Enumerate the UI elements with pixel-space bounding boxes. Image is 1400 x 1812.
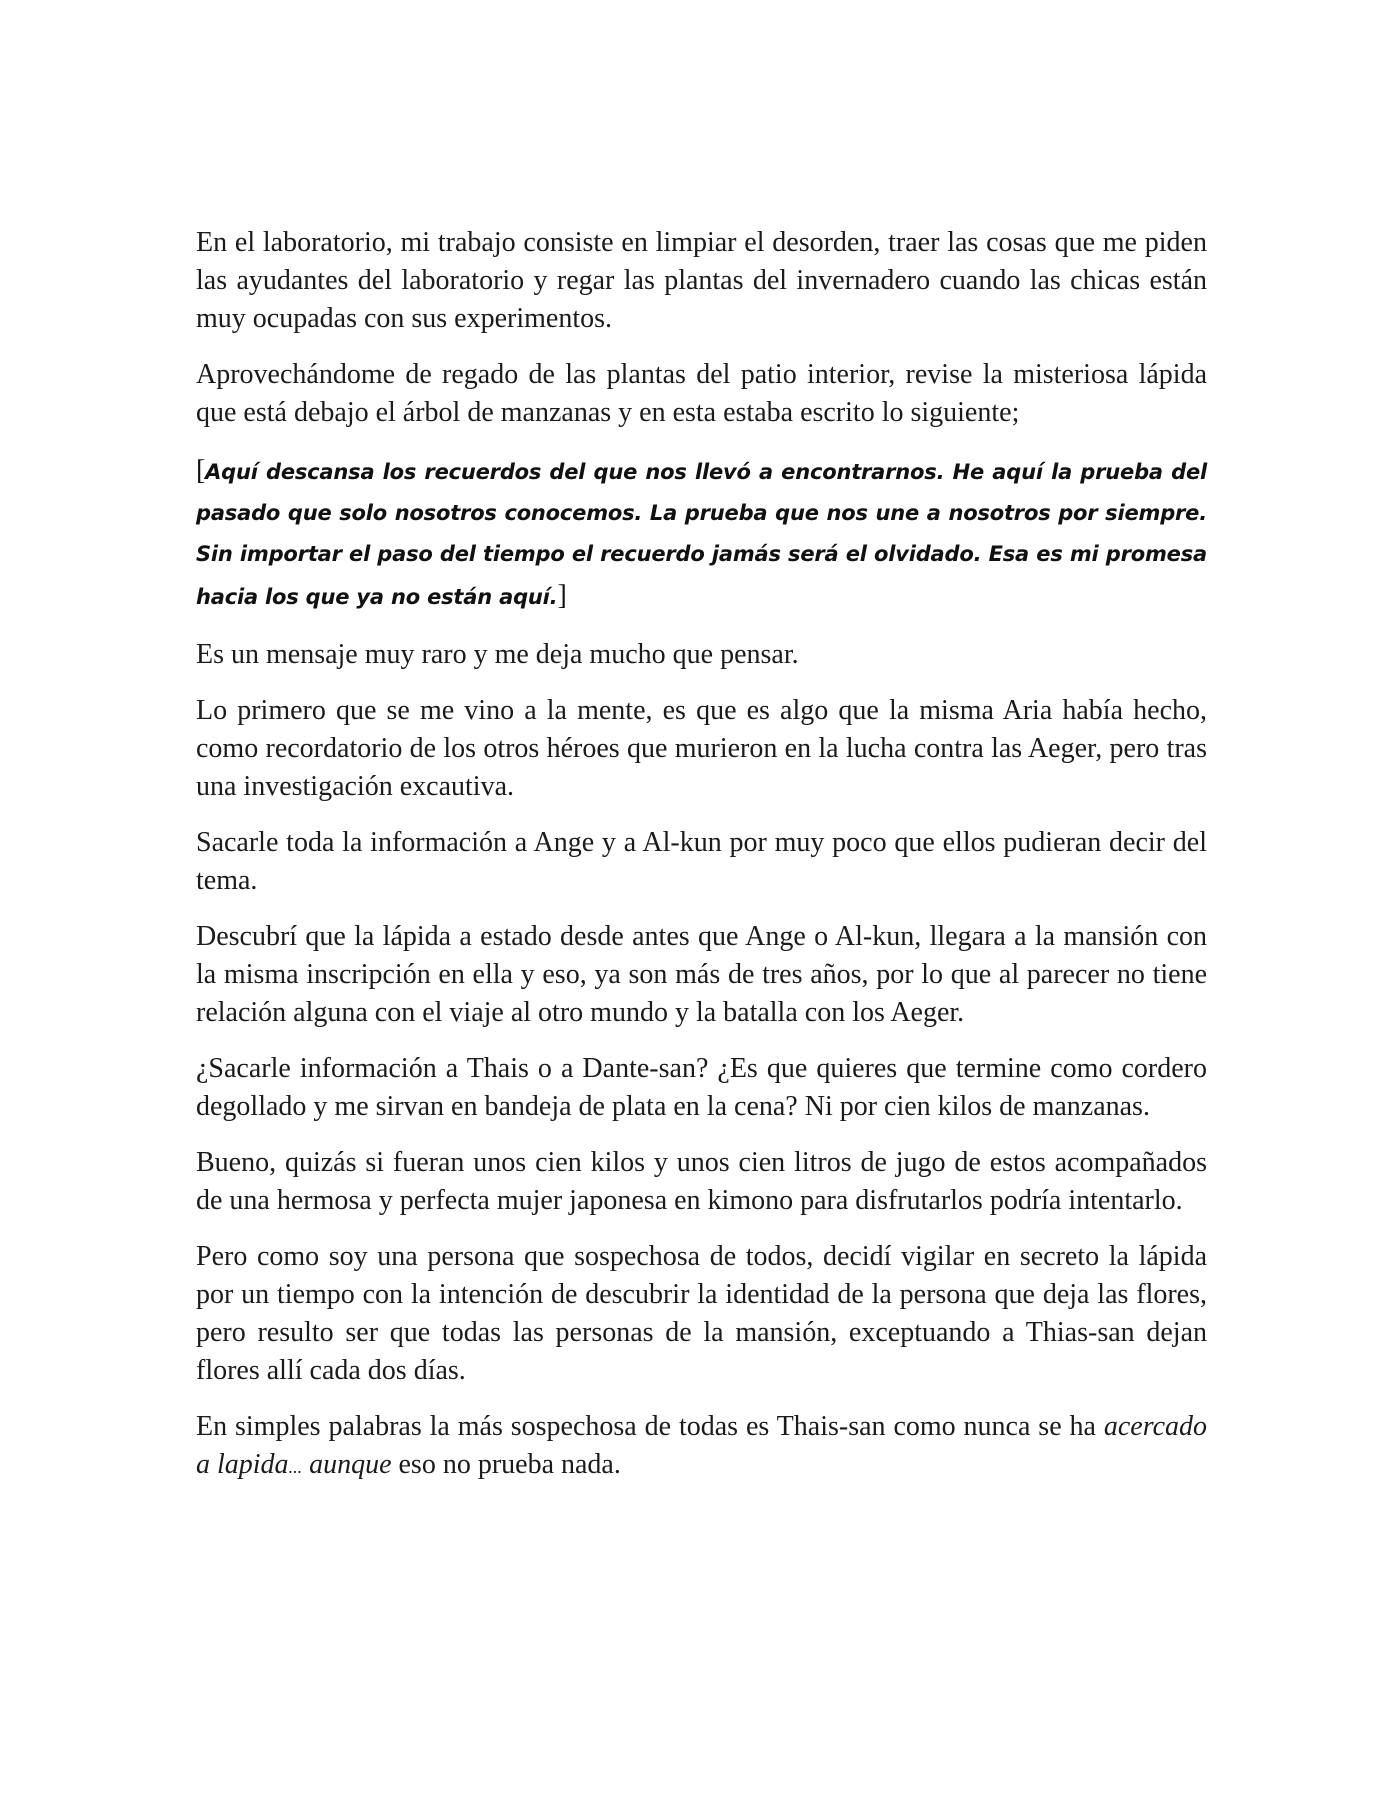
paragraph-10-italic-2: aunque <box>302 1449 392 1480</box>
paragraph-6: Descubrí que la lápida a estado desde antes que Ange o Al-kun, llegara a la mansión con la misma inscripción en ella y eso, ya son más de tres años, por lo que al parecer no tiene relación alguna con el viaje al otro mundo y la batalla con los Aeger. <box>196 921 1207 1028</box>
paragraph-8: Bueno, quizás si fueran unos cien kilos y unos cien litros de jugo de estos acompañados de una hermosa y perfecta mujer japonesa en kimono para disfrutarlos podría intentarlo. <box>196 1147 1207 1216</box>
paragraph-9: Pero como soy una persona que sospechosa de todos, decidí vigilar en secreto la lápida por un tiempo con la intención de descubrir la identidad de la persona que deja las flores, pero resulto ser que todas las personas de la mansión, exceptuando a Thias-san dejan flores allí cada dos días. <box>196 1241 1207 1386</box>
tombstone-inscription <box>196 450 1207 618</box>
inscription-text: Aquí descansa los recuerdos del que nos llevó a encontrarnos. He aquí la prueba del pasado que solo nosotros conocemos. La prueba que nos une a nosotros por siempre. Sin importar el paso del tiempo el recuerdo jamás será el olvidado. Esa es mi promesa hacia los que ya no están aquí. <box>196 460 1207 609</box>
paragraph-10-start: En simples palabras la más sospechosa de todas es Thais-san como nunca se ha <box>196 1411 1104 1442</box>
body-text <box>196 224 1207 1504</box>
paragraph-2: Aprovechándome de regado de las plantas del patio interior, revise la misteriosa lápida que está debajo el árbol de manzanas y en esta estaba escrito lo siguiente; <box>196 359 1207 428</box>
inscription-close-bracket: ] <box>557 580 567 611</box>
paragraph-10-end: eso no prueba nada. <box>391 1449 621 1480</box>
paragraph-3: Es un mensaje muy raro y me deja mucho que pensar. <box>196 639 799 670</box>
paragraph-1: En el laboratorio, mi trabajo consiste en limpiar el desorden, traer las cosas que me piden las ayudantes del laboratorio y regar las plantas del invernadero cuando las chicas están muy ocupadas con sus experimentos. <box>196 227 1207 334</box>
paragraph-7: ¿Sacarle información a Thais o a Dante-san? ¿Es que quieres que termine como cordero degollado y me sirvan en bandeja de plata en la cena? Ni por cien kilos de manzanas. <box>196 1053 1207 1122</box>
paragraph-5: Sacarle toda la información a Ange y a Al-kun por muy poco que ellos pudieran decir del tema. <box>196 827 1207 896</box>
paragraph-4: Lo primero que se me vino a la mente, es que es algo que la misma Aria había hecho, como recordatorio de los otros héroes que murieron en la lucha contra las Aeger, pero tras una investigación excautiva. <box>196 695 1207 802</box>
inscription-open-bracket: [ <box>196 455 206 486</box>
paragraph-10 <box>196 1408 1207 1486</box>
paragraph-10-italic-1: acercado a lapida <box>196 1411 1207 1480</box>
paragraph-10-ellipsis: ... <box>288 1457 303 1477</box>
